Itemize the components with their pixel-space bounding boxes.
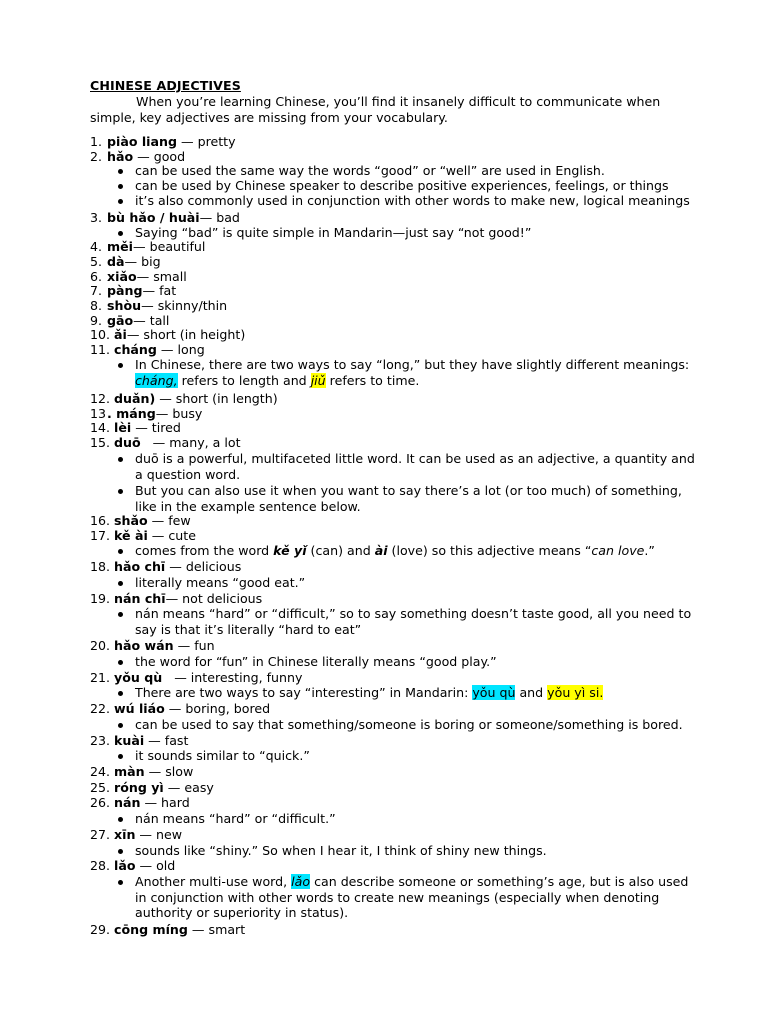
list-item: 8. shòu— skinny/thin	[90, 298, 228, 313]
list-item: 19. nán chī— not delicious	[90, 591, 263, 606]
list-item: 21. yǒu qù — interesting, funny	[90, 670, 303, 685]
bullet-note: literally means “good eat.”	[135, 575, 695, 591]
page-title: CHINESE ADJECTIVES	[90, 78, 241, 93]
highlight-you-qu: yǒu qù	[472, 685, 516, 700]
list-item: 4. měi— beautiful	[90, 239, 206, 254]
list-item: 3. bù hǎo / huài— bad	[90, 210, 240, 225]
bullet-note: Saying “bad” is quite simple in Mandarin—just say “not good!”	[135, 225, 695, 241]
bullet-note: Another multi-use word, lǎo can describe someone or something’s age, but is also used in conjunction with other words to create new meanings (especially when denoting authority or superiority in status).	[135, 874, 695, 921]
bullet-note: it’s also commonly used in conjunction with other words to make new, logical meanings	[135, 193, 695, 209]
list-item: 13. máng— busy	[90, 406, 203, 421]
bullet-note: duō is a powerful, multifaceted little word. It can be used as an adjective, a quantity and a question word.	[135, 451, 695, 482]
bullet-note: But you can also use it when you want to say there’s a lot (or too much) of something, like in the example sentence below.	[135, 483, 695, 514]
highlight-chang: cháng,	[135, 372, 178, 388]
list-item: 25. róng yì — easy	[90, 780, 214, 795]
highlight-you-yi-si: yǒu yì si.	[547, 685, 604, 700]
list-item: 7. pàng— fat	[90, 283, 177, 298]
bullet-note: the word for “fun” in Chinese literally means “good play.”	[135, 654, 695, 670]
bullet-note: can be used to say that something/someone is boring or someone/something is bored.	[135, 717, 695, 733]
bullet-note: In Chinese, there are two ways to say “long,” but they have slightly different meanings: cháng, refers to length and jiǔ refers to time.	[135, 357, 695, 388]
bullet-note: can be used the same way the words “good” or “well” are used in English.	[135, 163, 695, 179]
list-item: 18. hǎo chī — delicious	[90, 559, 242, 574]
list-item: 1. piào liang — pretty	[90, 134, 236, 149]
list-item: 26. nán — hard	[90, 795, 190, 810]
bullet-note: There are two ways to say “interesting” in Mandarin: yǒu qù and yǒu yì si.	[135, 685, 695, 701]
list-item: 28. lǎo — old	[90, 858, 176, 873]
list-item: 23. kuài — fast	[90, 733, 189, 748]
highlight-lao: lǎo	[291, 874, 311, 889]
list-item: 22. wú liáo — boring, bored	[90, 701, 271, 716]
list-item: 15. duō — many, a lot	[90, 435, 241, 450]
bullet-note: it sounds similar to “quick.”	[135, 748, 695, 764]
bullet-note: nán means “hard” or “difficult,” so to say something doesn’t taste good, all you need to say is that it’s literally “hard to eat”	[135, 606, 695, 637]
intro-paragraph: When you’re learning Chinese, you’ll find it insanely difficult to communicate when simple, key adjectives are missing from your vocabulary.	[90, 94, 661, 125]
list-item: 14. lèi — tired	[90, 420, 181, 435]
list-item: 11. cháng — long	[90, 342, 205, 357]
list-item: 29. cōng míng — smart	[90, 922, 246, 937]
list-item: 5. dà— big	[90, 254, 161, 269]
list-item: 10. ǎi— short (in height)	[90, 327, 246, 342]
highlight-jiu: jiǔ	[310, 372, 326, 388]
list-item: 12. duǎn) — short (in length)	[90, 391, 278, 406]
bullet-note: sounds like “shiny.” So when I hear it, I think of shiny new things.	[135, 843, 695, 859]
list-item: 20. hǎo wán — fun	[90, 638, 215, 653]
list-item: 24. màn — slow	[90, 764, 194, 779]
list-item: 16. shǎo — few	[90, 513, 191, 528]
bullet-note: comes from the word kě yǐ (can) and ài (love) so this adjective means “can love.”	[135, 543, 695, 559]
list-item: 17. kě ài — cute	[90, 528, 196, 543]
bullet-note: nán means “hard” or “difficult.”	[135, 811, 695, 827]
list-item: 2. hǎo — good	[90, 149, 186, 164]
list-item: 9. gāo— tall	[90, 313, 170, 328]
list-item: 6. xiǎo— small	[90, 269, 187, 284]
list-item: 27. xīn — new	[90, 827, 183, 842]
bullet-note: can be used by Chinese speaker to describe positive experiences, feelings, or things	[135, 178, 695, 194]
